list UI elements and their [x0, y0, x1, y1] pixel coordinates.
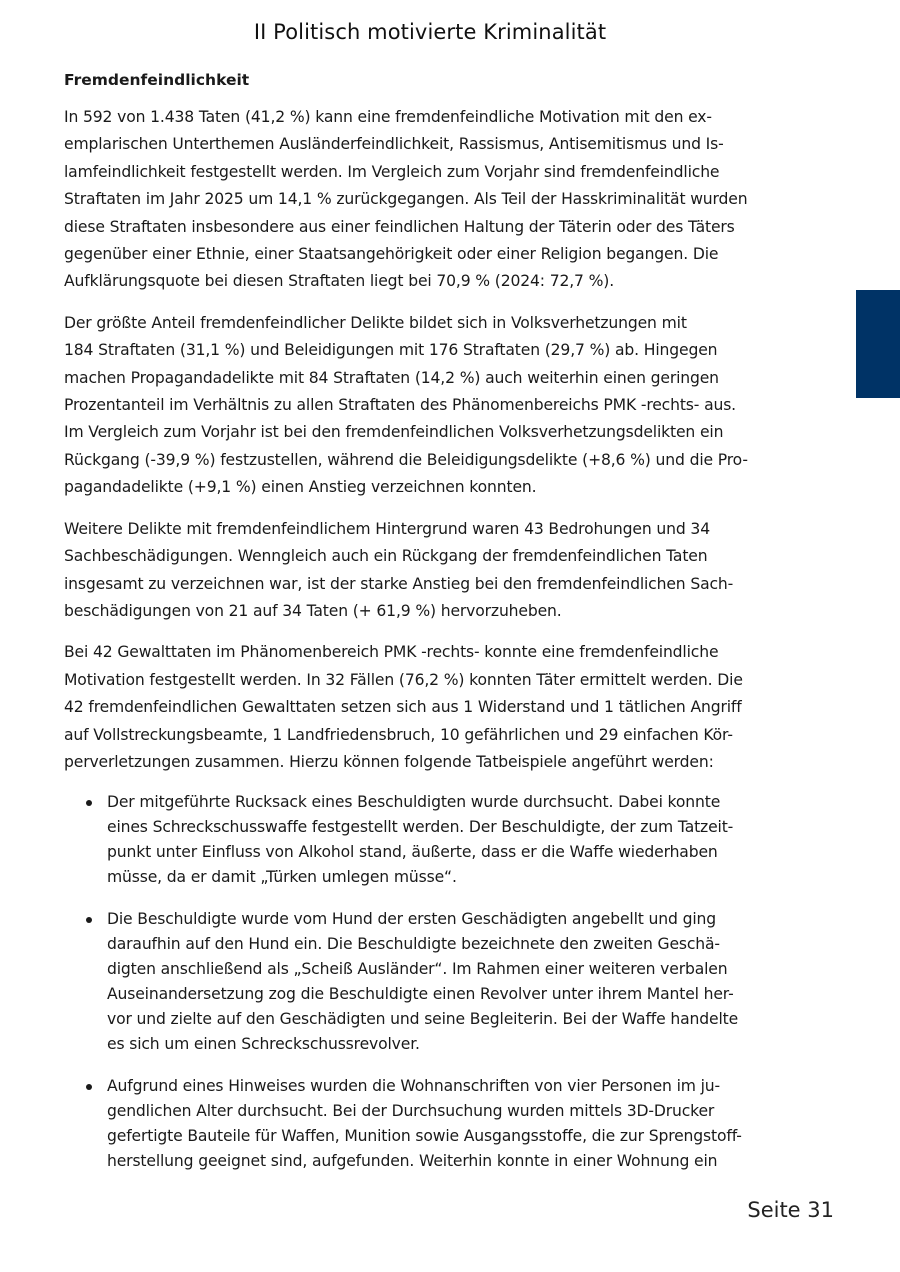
paragraph-line: Prozentanteil im Verhältnis zu allen Straftaten des Phänomenbereichs PMK -rechts- aus.: [64, 396, 736, 415]
paragraph-line: Aufklärungsquote bei diesen Straftaten liegt bei 70,9 % (2024: 72,7 %).: [64, 272, 615, 291]
list-item-line: eines Schreckschusswaffe festgestellt werden. Der Beschuldigte, der zum Tatzeit-: [107, 818, 734, 837]
bullet-icon: [86, 800, 92, 806]
list-item-line: gendlichen Alter durchsucht. Bei der Durchsuchung wurden mittels 3D-Drucker: [107, 1102, 715, 1121]
paragraph-line: Der größte Anteil fremdenfeindlicher Delikte bildet sich in Volksverhetzungen mit: [64, 313, 687, 332]
paragraph-line: Weitere Delikte mit fremdenfeindlichem Hintergrund waren 43 Bedrohungen und 34: [64, 519, 710, 538]
list-item: [64, 907, 794, 1057]
paragraph-line: insgesamt zu verzeichnen war, ist der starke Anstieg bei den fremdenfeindlichen Sach-: [64, 574, 734, 593]
list-item-line: Die Beschuldigte wurde vom Hund der ersten Geschädigten angebellt und ging: [107, 910, 716, 929]
paragraph-line: Sachbeschädigungen. Wenngleich auch ein Rückgang der fremdenfeindlichen Taten: [64, 547, 708, 566]
paragraph-line: machen Propagandadelikte mit 84 Straftaten (14,2 %) auch weiterhin einen geringen: [64, 368, 719, 387]
list-item: [64, 790, 794, 890]
list-item: [64, 1074, 794, 1174]
paragraph-line: auf Vollstreckungsbeamte, 1 Landfriedensbruch, 10 gefährlichen und 29 einfachen Kör-: [64, 725, 733, 744]
paragraph-1: [64, 104, 794, 296]
paragraph-line: pagandadelikte (+9,1 %) einen Anstieg verzeichnen konnten.: [64, 478, 537, 497]
paragraph-line: lamfeindlichkeit festgestellt werden. Im Vergleich zum Vorjahr sind fremdenfeindliche: [64, 162, 720, 181]
paragraph-line: Motivation festgestellt werden. In 32 Fällen (76,2 %) konnten Täter ermittelt werden. Die: [64, 670, 743, 689]
paragraph-line: perverletzungen zusammen. Hierzu können folgende Tatbeispiele angeführt werden:: [64, 752, 714, 771]
list-item-line: digten anschließend als „Scheiß Ausländer“. Im Rahmen einer weiteren verbalen: [107, 960, 728, 979]
chapter-marker-tab: [856, 290, 900, 398]
paragraph-2: [64, 310, 794, 502]
example-list: [64, 790, 794, 1174]
list-item-line: Der mitgeführte Rucksack eines Beschuldigten wurde durchsucht. Dabei konnte: [107, 793, 721, 812]
paragraph-line: Rückgang (-39,9 %) festzustellen, während die Beleidigungsdelikte (+8,6 %) und die Pro-: [64, 450, 748, 469]
page-number: Seite 31: [747, 1198, 834, 1222]
page-title: II Politisch motivierte Kriminalität: [253, 20, 607, 44]
list-item-line: daraufhin auf den Hund ein. Die Beschuldigte bezeichnete den zweiten Geschä-: [107, 935, 720, 954]
paragraph-line: beschädigungen von 21 auf 34 Taten (+ 61,9 %) hervorzuheben.: [64, 601, 562, 620]
paragraph-line: Bei 42 Gewalttaten im Phänomenbereich PMK -rechts- konnte eine fremdenfeindliche: [64, 643, 719, 662]
paragraph-3: [64, 516, 794, 626]
bullet-icon: [86, 917, 92, 923]
paragraph-line: 184 Straftaten (31,1 %) und Beleidigungen mit 176 Straftaten (29,7 %) ab. Hingegen: [64, 341, 718, 360]
paragraph-line: emplarischen Unterthemen Ausländerfeindlichkeit, Rassismus, Antisemitismus und Is-: [64, 135, 724, 154]
paragraph-line: diese Straftaten insbesondere aus einer feindlichen Haltung der Täterin oder des Täters: [64, 217, 735, 236]
list-item-line: vor und zielte auf den Geschädigten und seine Begleiterin. Bei der Waffe handelte: [107, 1010, 739, 1029]
main-content: [64, 68, 794, 1191]
paragraph-4: [64, 639, 794, 776]
paragraph-line: 42 fremdenfeindlichen Gewalttaten setzen sich aus 1 Widerstand und 1 tätlichen Angriff: [64, 698, 742, 717]
list-item-line: müsse, da er damit „Türken umlegen müsse“.: [107, 868, 457, 887]
paragraph-line: In 592 von 1.438 Taten (41,2 %) kann eine fremdenfeindliche Motivation mit den ex-: [64, 108, 712, 126]
list-item-line: es sich um einen Schreckschussrevolver.: [107, 1035, 420, 1054]
list-item-line: herstellung geeignet sind, aufgefunden. Weiterhin konnte in einer Wohnung ein: [107, 1152, 718, 1171]
list-item-line: Auseinandersetzung zog die Beschuldigte einen Revolver unter ihrem Mantel her-: [107, 985, 734, 1004]
list-item-line: punkt unter Einfluss von Alkohol stand, äußerte, dass er die Waffe wiederhaben: [107, 843, 718, 862]
paragraph-line: gegenüber einer Ethnie, einer Staatsangehörigkeit oder einer Religion begangen. Die: [64, 245, 719, 264]
list-item-line: Aufgrund eines Hinweises wurden die Wohnanschriften von vier Personen im ju-: [107, 1077, 720, 1096]
bullet-icon: [86, 1084, 92, 1090]
section-heading: Fremdenfeindlichkeit: [64, 71, 250, 89]
list-item-line: gefertigte Bauteile für Waffen, Munition sowie Ausgangsstoffe, die zur Sprengstoff-: [107, 1127, 742, 1146]
paragraph-line: Im Vergleich zum Vorjahr ist bei den fremdenfeindlichen Volksverhetzungsdelikten ein: [64, 423, 724, 442]
paragraph-line: Straftaten im Jahr 2025 um 14,1 % zurückgegangen. Als Teil der Hasskriminalität wurden: [64, 190, 748, 209]
